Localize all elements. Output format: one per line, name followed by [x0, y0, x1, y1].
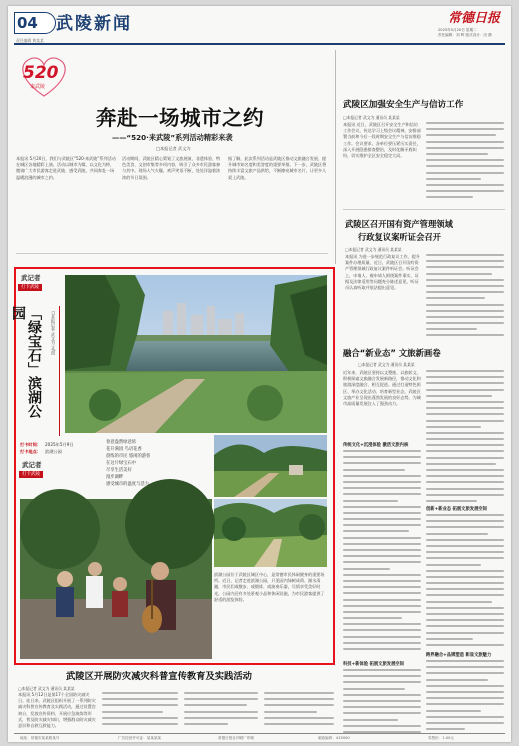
right-mid-title: 武陵区召开国有资产管理领域 [345, 219, 453, 229]
right-top-title: 武陵区加强安全生产与信访工作 [343, 100, 464, 110]
section-name: 武陵新闻 [56, 14, 132, 34]
feature-body: 滨湖公园位于武陵区城区中心，是常德市民休闲健身的重要场所。近日，记者走进滨湖公园，只见园内绿树成荫、湖水清澈，市民们或散步、或锻炼、或演奏乐器，尽情享受美好时光。公园内还有多处景观小品和休闲设施，为市民游客提供了舒适的游览体验。 [214, 572, 325, 602]
poem-line-3: 晨练的市民 悠闲的游客 [106, 454, 151, 459]
right-bottom-sub-4: 跨界融合+品牌塑造 彰显文旅魅力 [426, 653, 492, 658]
feature-title: 「绿宝石」滨湖公园 [10, 306, 42, 418]
bottom-byline: □本报记者 武文为 通讯员 某某某 [18, 686, 75, 691]
right-bottom-sub-3: 科技+新体验 拓展文旅发展空间 [343, 662, 404, 667]
page-number: 04 [17, 14, 38, 32]
checkin-place-value: 滨湖公园 [45, 449, 62, 454]
footer-item-5: 零售价：1.00元 [428, 736, 454, 740]
right-bottom-sub-1: 传统文化+沉浸体验 激活文旅内核 [343, 443, 409, 448]
lead-col-1: 本报讯 5月20日，我们与武陵区“520·来武陵”系列活动在城区各地精彩上演。活动以城市为媒、以文化为桥，邀请广大市民游客走进武陵、感受武陵，共同奔赴一场温暖浪漫的城市之约。 [16, 156, 116, 180]
masthead-date: 2025年5月20日 星期二 [438, 28, 477, 32]
musicians-photo [20, 499, 212, 659]
park-skyline-photo [65, 275, 327, 433]
right-top-body: 本报讯 近日，武陵区召开安全生产和信访工作会议，传达学习上级会议精神，安排部署当前和今后一段时期安全生产与信访维稳工作。会议要求，各单位要压紧压实责任，深入开展隐患排查整治，及时化解矛盾纠纷，切实维护全区安全稳定大局。 [343, 122, 421, 159]
feature-credit: □本报记者 武文为 文/图 [51, 310, 56, 355]
right-mid-byline: □本报记者 武文为 通讯员 某某某 [345, 247, 402, 252]
poem-line-6: 漫步湖畔 [106, 475, 124, 480]
bottom-body: 本报讯 5月12日是第17个全国防灾减灾日。连日来，武陵区组织开展了一系列防灾减灾科普宣传教育及实践活动，通过设置咨询台、发放宣传资料、开展应急演练等形式，普及防灾减灾知识，增强群众防灾减灾意识和自救互救能力。 [18, 692, 96, 729]
lead-col-3: 据了解，此次系列活动是武陵区推动文旅融合发展、提升城市知名度和美誉度的重要举措。下一步，武陵区将持续丰富文旅产品供给，不断擦亮城市名片，让更多人爱上武陵。 [228, 156, 327, 180]
park-path-photo [214, 499, 327, 567]
right-bottom-byline: □本报记者 武文为 通讯员 某某某 [358, 362, 415, 367]
right-bottom-sub-2: 创新+新业态 拓展文旅发展空间 [426, 507, 487, 512]
poem-line-1: 春意盎然绿意浓 [106, 440, 137, 445]
lead-title: 奔赴一场城市之约 [96, 106, 264, 130]
feature-tag-top: 武记者 [21, 274, 41, 282]
right-bottom-title: 融合“新业态” 文旅新画卷 [343, 348, 441, 358]
checkin-time-label: 打卡时间： [20, 442, 41, 447]
park-garden-photo [214, 435, 327, 497]
poem-line-7: 感受城市的温度与活力 [106, 482, 149, 487]
feature-tag-2-top: 武记者 [22, 461, 42, 469]
park-garden-image [214, 435, 327, 497]
masthead-editor: 责任编辑：刘 晖 版式设计：田 静 [438, 33, 492, 37]
right-mid-body: 本报讯 为进一步规范行政复议工作，提升案件办理质量，近日，武陵区召开国有资产管理领域行政复议案件听证会。听证会上，申请人、被申请人围绕案件事实、证据及法律适用等问题充分陈述意见，听证员认真听取并依法提出意见。 [345, 254, 420, 291]
poem-line-2: 花开满园 鸟语花香 [106, 447, 142, 452]
lead-byline: □本报记者 武文为 [156, 146, 191, 151]
park-skyline-image [65, 275, 327, 433]
masthead-rule [14, 43, 505, 45]
musicians-image [20, 499, 212, 659]
right-bottom-body: 近年来，武陵区坚持以文塑旅、以旅彰文，积极探索文旅融合发展新路径，推动文化和旅游深度融合、相互促进。通过打造特色街区、举办文化活动、培育新型业态，武陵区文旅产业呈现出蓬勃发展的良好态势，为城市高质量发展注入了强劲动力。 [343, 370, 421, 407]
poem-line-5: 尽享生活美好 [106, 468, 132, 473]
footer-item-1: 地址：常德市某某路某号 [20, 736, 60, 740]
lead-subtitle: ——“520·来武陵”系列活动精彩来袭 [112, 133, 233, 142]
right-mid-title-2: 行政复议案听证会召开 [358, 232, 441, 242]
feature-tag-2-bottom: 打卡武陵 [19, 471, 43, 478]
newspaper-page [8, 6, 511, 742]
park-path-image [214, 499, 327, 567]
logo-520-text: 520 [23, 63, 59, 83]
right-top-byline: □本报记者 武文为 通讯员 某某某 [343, 115, 400, 120]
checkin-time-value: 2025年5月9日 [45, 442, 74, 447]
feature-tag-bottom: 打卡武陵 [18, 284, 42, 291]
masthead-meta-left: 责任编辑 黄某某 [16, 38, 44, 43]
poem-line-4: 在这片绿宝石中 [106, 461, 137, 466]
logo-520-sub: 来武陵 [30, 84, 46, 90]
newspaper-logo: 常德日报 [448, 11, 501, 26]
footer-item-4: 邮政编码：415000 [318, 736, 350, 740]
bottom-title: 武陵区开展防灾减灾科普宣传教育及实践活动 [66, 671, 252, 682]
footer-item-2: 广告经营许可证：某某某某 [118, 736, 162, 740]
lead-col-2: 活动期间，武陵区精心策划了文旅展演、非遗体验、特色美食、文创市集等多项内容，吸引了众多市民游客参与其中。现场人气火爆，欢声笑语不断，处处洋溢着浓浓的节日氛围。 [122, 156, 221, 180]
footer-item-3: 常德日报社印刷厂印刷 [218, 736, 254, 740]
checkin-place-label: 打卡地点： [20, 449, 41, 454]
